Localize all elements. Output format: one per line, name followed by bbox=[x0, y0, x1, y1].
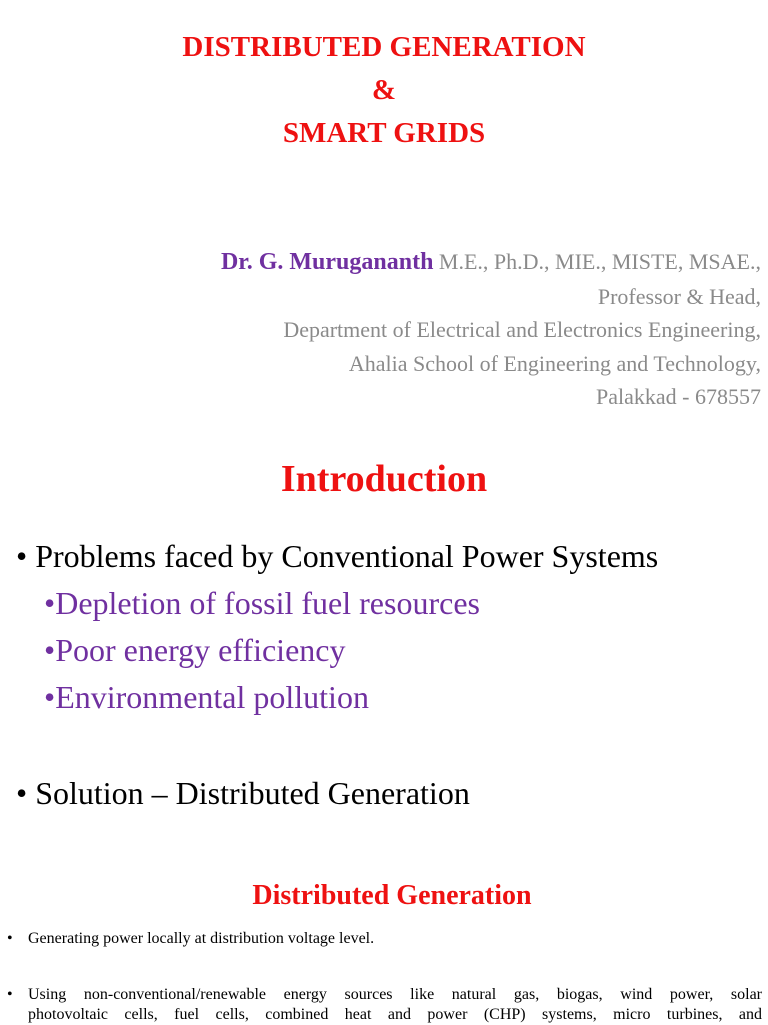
author-name: Dr. G. Murugananth bbox=[220, 249, 434, 275]
sub-item-pollution bbox=[44, 677, 369, 717]
bullet-solution bbox=[16, 773, 470, 813]
dg-point-2 bbox=[0, 985, 768, 1005]
author-location: Palakkad - 678557 bbox=[596, 384, 761, 409]
author-qualifications: M.E., Ph.D., MIE., MISTE, MSAE., bbox=[433, 249, 761, 274]
sub-item-text: Poor energy efficiency bbox=[55, 632, 346, 668]
title-line-3: SMART GRIDS bbox=[282, 117, 486, 149]
sub-item-efficiency bbox=[44, 630, 345, 670]
sub-item-depletion bbox=[44, 583, 480, 623]
bullet-dot: • bbox=[16, 538, 28, 574]
title-line-1: DISTRIBUTED GENERATION bbox=[182, 31, 586, 63]
bullet-solution-text: Solution – Distributed Generation bbox=[35, 775, 470, 811]
bullet-problems-text: Problems faced by Conventional Power Systems bbox=[35, 538, 659, 574]
dg-point-1-text: Generating power locally at distribution voltage level. bbox=[28, 930, 375, 947]
bullet-dot: • bbox=[44, 632, 56, 668]
sub-item-text: Depletion of fossil fuel resources bbox=[55, 585, 480, 621]
author-line-1 bbox=[61, 245, 761, 280]
author-block bbox=[61, 245, 761, 414]
introduction-heading: Introduction bbox=[280, 458, 488, 500]
bullet-problems bbox=[16, 536, 658, 576]
title-line-2: & bbox=[371, 74, 397, 106]
author-position: Professor & Head, bbox=[597, 283, 761, 309]
author-institution: Ahalia School of Engineering and Technology, bbox=[348, 350, 761, 376]
document-title bbox=[0, 26, 768, 155]
bullet-dot: • bbox=[16, 775, 28, 811]
dg-point-1 bbox=[0, 929, 768, 949]
dg-point-2-line-1: Using non-conventional/renewable energy sources like natural gas, biogas, wind power, solar bbox=[28, 986, 762, 1003]
dg-point-2-continued bbox=[0, 1005, 768, 1025]
bullet-dot: • bbox=[7, 986, 13, 1003]
distributed-generation-heading: Distributed Generation bbox=[252, 880, 532, 911]
bullet-dot: • bbox=[44, 585, 56, 621]
dg-point-2-line-2: photovoltaic cells, fuel cells, combined heat and power (CHP) systems, micro turbines, and bbox=[28, 1006, 762, 1023]
bullet-dot: • bbox=[7, 930, 13, 947]
author-department: Department of Electrical and Electronics Engineering, bbox=[283, 317, 761, 342]
bullet-dot: • bbox=[44, 679, 56, 715]
sub-item-text: Environmental pollution bbox=[55, 679, 369, 715]
